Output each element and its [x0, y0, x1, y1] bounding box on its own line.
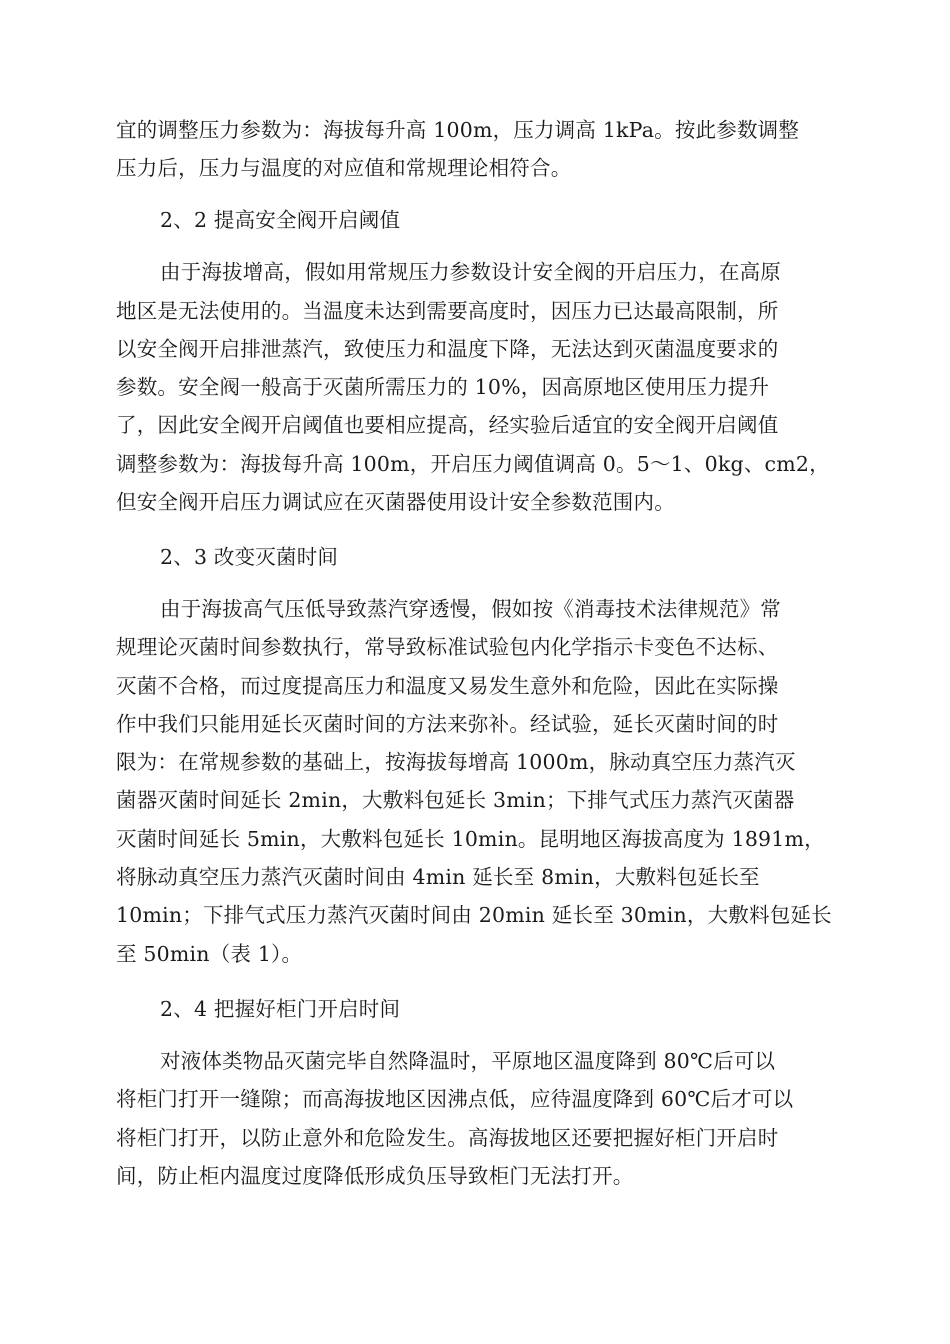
body-text-line: 将柜门打开，以防止意外和危险发生。高海拔地区还要把握好柜门开启时: [116, 1126, 779, 1150]
body-text-line: 但安全阀开启压力调试应在灭菌器使用设计安全参数范围内。: [116, 490, 675, 514]
body-text-line: 将脉动真空压力蒸汽灭菌时间由 4min 延长至 8min，大敷料包延长至: [116, 865, 760, 889]
body-text-line: 对液体类物品灭菌完毕自然降温时，平原地区温度降到 80℃后可以: [160, 1049, 776, 1073]
body-text-line: 灭菌时间延长 5min，大敷料包延长 10min。昆明地区海拔高度为 1891m，: [116, 827, 825, 851]
body-text-line: 作中我们只能用延长灭菌时间的方法来弥补。经试验，延长灭菌时间的时: [116, 712, 779, 736]
body-text-line: 规理论灭菌时间参数执行，常导致标准试验包内化学指示卡变色不达标、: [116, 635, 779, 659]
body-text-line: 至 50min（表 1）。: [116, 942, 303, 966]
body-text-line: 限为：在常规参数的基础上，按海拔每增高 1000m，脉动真空压力蒸汽灭: [116, 750, 796, 774]
body-text-line: 10min；下排气式压力蒸汽灭菌时间由 20min 延长至 30min，大敷料包延长: [116, 903, 832, 927]
section-heading: 2、2 提高安全阀开启阈值: [160, 208, 401, 232]
body-text-line: 宜的调整压力参数为：海拔每升高 100m，压力调高 1kPa。按此参数调整: [116, 118, 800, 142]
body-text-line: 将柜门打开一缝隙；而高海拔地区因沸点低，应待温度降到 60℃后才可以: [116, 1087, 794, 1111]
body-text-line: 菌器灭菌时间延长 2min，大敷料包延长 3min；下排气式压力蒸汽灭菌器: [116, 788, 795, 812]
section-heading: 2、3 改变灭菌时间: [160, 545, 339, 569]
body-text-line: 了，因此安全阀开启阈值也要相应提高，经实验后适宜的安全阀开启阈值: [116, 413, 779, 437]
body-text-line: 以安全阀开启排泄蒸汽，致使压力和温度下降，无法达到灭菌温度要求的: [116, 337, 779, 361]
body-text-line: 调整参数为：海拔每升高 100m，开启压力阈值调高 0。5～1、0kg、cm2，: [116, 452, 830, 476]
body-text-line: 灭菌不合格，而过度提高压力和温度又易发生意外和危险，因此在实际操: [116, 674, 779, 698]
body-text-line: 由于海拔高气压低导致蒸汽穿透慢，假如按《消毒技术法律规范》常: [160, 597, 781, 621]
body-text-line: 地区是无法使用的。当温度未达到需要高度时，因压力已达最高限制，所: [116, 299, 779, 323]
body-text-line: 由于海拔增高，假如用常规压力参数设计安全阀的开启压力，在高原: [160, 260, 781, 284]
body-text-line: 参数。安全阀一般高于灭菌所需压力的 10%，因高原地区使用压力提升: [116, 375, 770, 399]
body-text-line: 压力后，压力与温度的对应值和常规理论相符合。: [116, 156, 572, 180]
body-text-line: 间，防止柜内温度过度降低形成负压导致柜门无法打开。: [116, 1164, 634, 1188]
section-heading: 2、4 把握好柜门开启时间: [160, 997, 401, 1021]
